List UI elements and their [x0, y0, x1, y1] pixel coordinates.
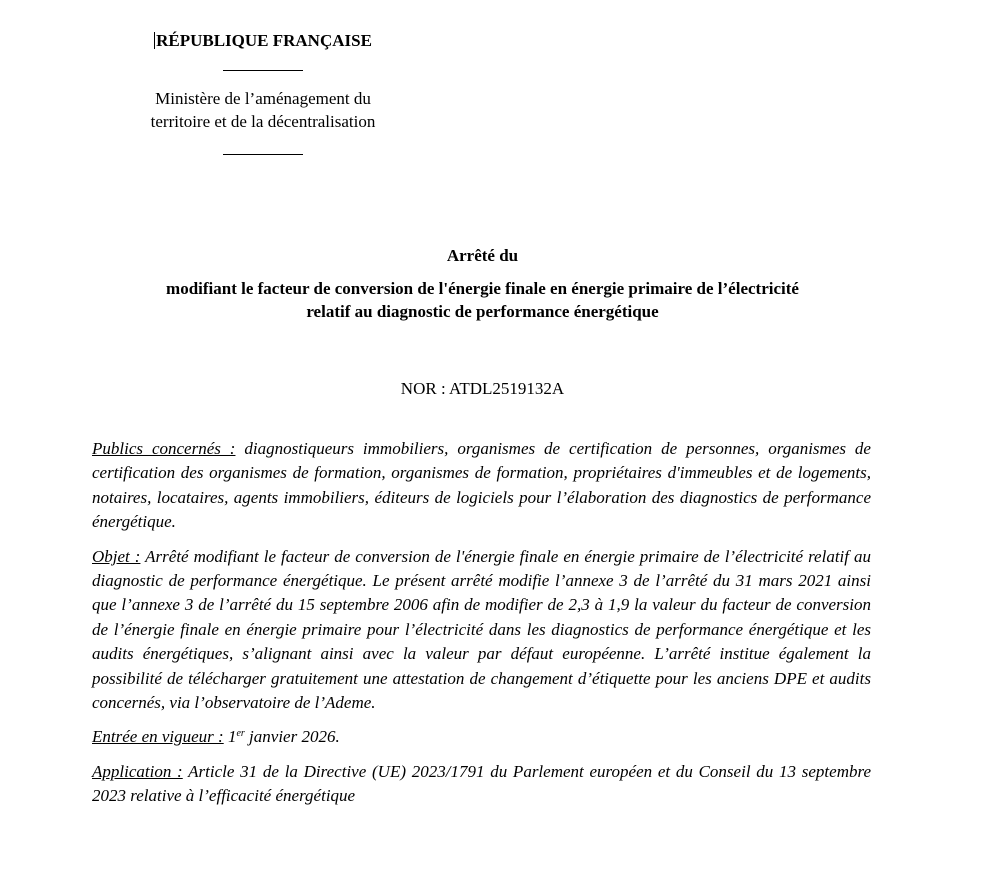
publics-concernes-text: diagnostiqueurs immobiliers, organismes de certification de personnes, organismes de certification des organismes de formation, organismes de formation, propriétaires d'immeubles et de logements, notaires, locataires, agents immobiliers, éditeurs de logiciels pour l’élaboration des diagnostics de performance énergétique.: [92, 439, 871, 532]
application-paragraph: [92, 760, 871, 809]
entree-date-rest: janvier 2026.: [244, 727, 340, 747]
decree-summary: [92, 437, 871, 819]
application-text: Article 31 de la Directive (UE) 2023/1791 du Parlement européen et du Conseil du 13 septembre 2023 relative à l’efficacité énergétique: [92, 761, 872, 806]
application-label: Application :: [92, 761, 183, 781]
decree-title: [95, 243, 870, 323]
divider-line: [223, 154, 303, 155]
ministry-header: [128, 28, 398, 155]
publics-concernes-paragraph: [92, 437, 871, 535]
entree-en-vigueur-paragraph: [92, 725, 871, 749]
entree-day: 1: [223, 727, 237, 747]
decree-subject-line-1: modifiant le facteur de conversion de l'énergie finale en énergie primaire de l’électricité: [166, 279, 799, 298]
ministry-line-2: territoire et de la décentralisation: [150, 112, 376, 131]
ministry-name: [128, 87, 398, 133]
publics-concernes-label: Publics concernés :: [92, 439, 236, 458]
text-cursor: [154, 32, 155, 49]
objet-label: Objet :: [92, 546, 141, 566]
nor-reference: NOR : ATDL2519132A: [400, 379, 565, 398]
objet-text: Arrêté modifiant le facteur de conversion de l'énergie finale en énergie primaire de l’électricité relatif au diagnostic de performance énergétique. Le présent arrêté modifie l’annexe 3 de l’arrêté du 31 mars 2021 ainsi que l’annexe 3 de l’arrêté du 15 septembre 2006 afin de modifier de 2,3 à 1,9 la valeur du facteur de conversion de l’énergie finale en énergie primaire pour l’électricité dans les diagnostics de performance énergétique et les audits énergétiques, s’alignant ainsi avec la valeur par défaut européenne. L’arrêté institue également la possibilité de télécharger gratuitement une attestation de changement d’étiquette pour les anciens DPE et audits concernés, via l’observatoire de l’Ademe.: [92, 546, 871, 713]
country-name: RÉPUBLIQUE FRANÇAISE: [156, 31, 372, 50]
objet-paragraph: [92, 545, 871, 716]
decree-subject: [95, 277, 870, 323]
ministry-line-1: Ministère de l’aménagement du: [155, 89, 371, 108]
divider-line: [223, 70, 303, 71]
republique-francaise-heading: [128, 28, 398, 54]
decree-heading: Arrêté du: [446, 246, 519, 265]
entree-day-suffix: er: [236, 728, 245, 740]
entree-en-vigueur-label: Entrée en vigueur :: [92, 727, 224, 747]
decree-subject-line-2: relatif au diagnostic de performance énergétique: [306, 302, 659, 321]
